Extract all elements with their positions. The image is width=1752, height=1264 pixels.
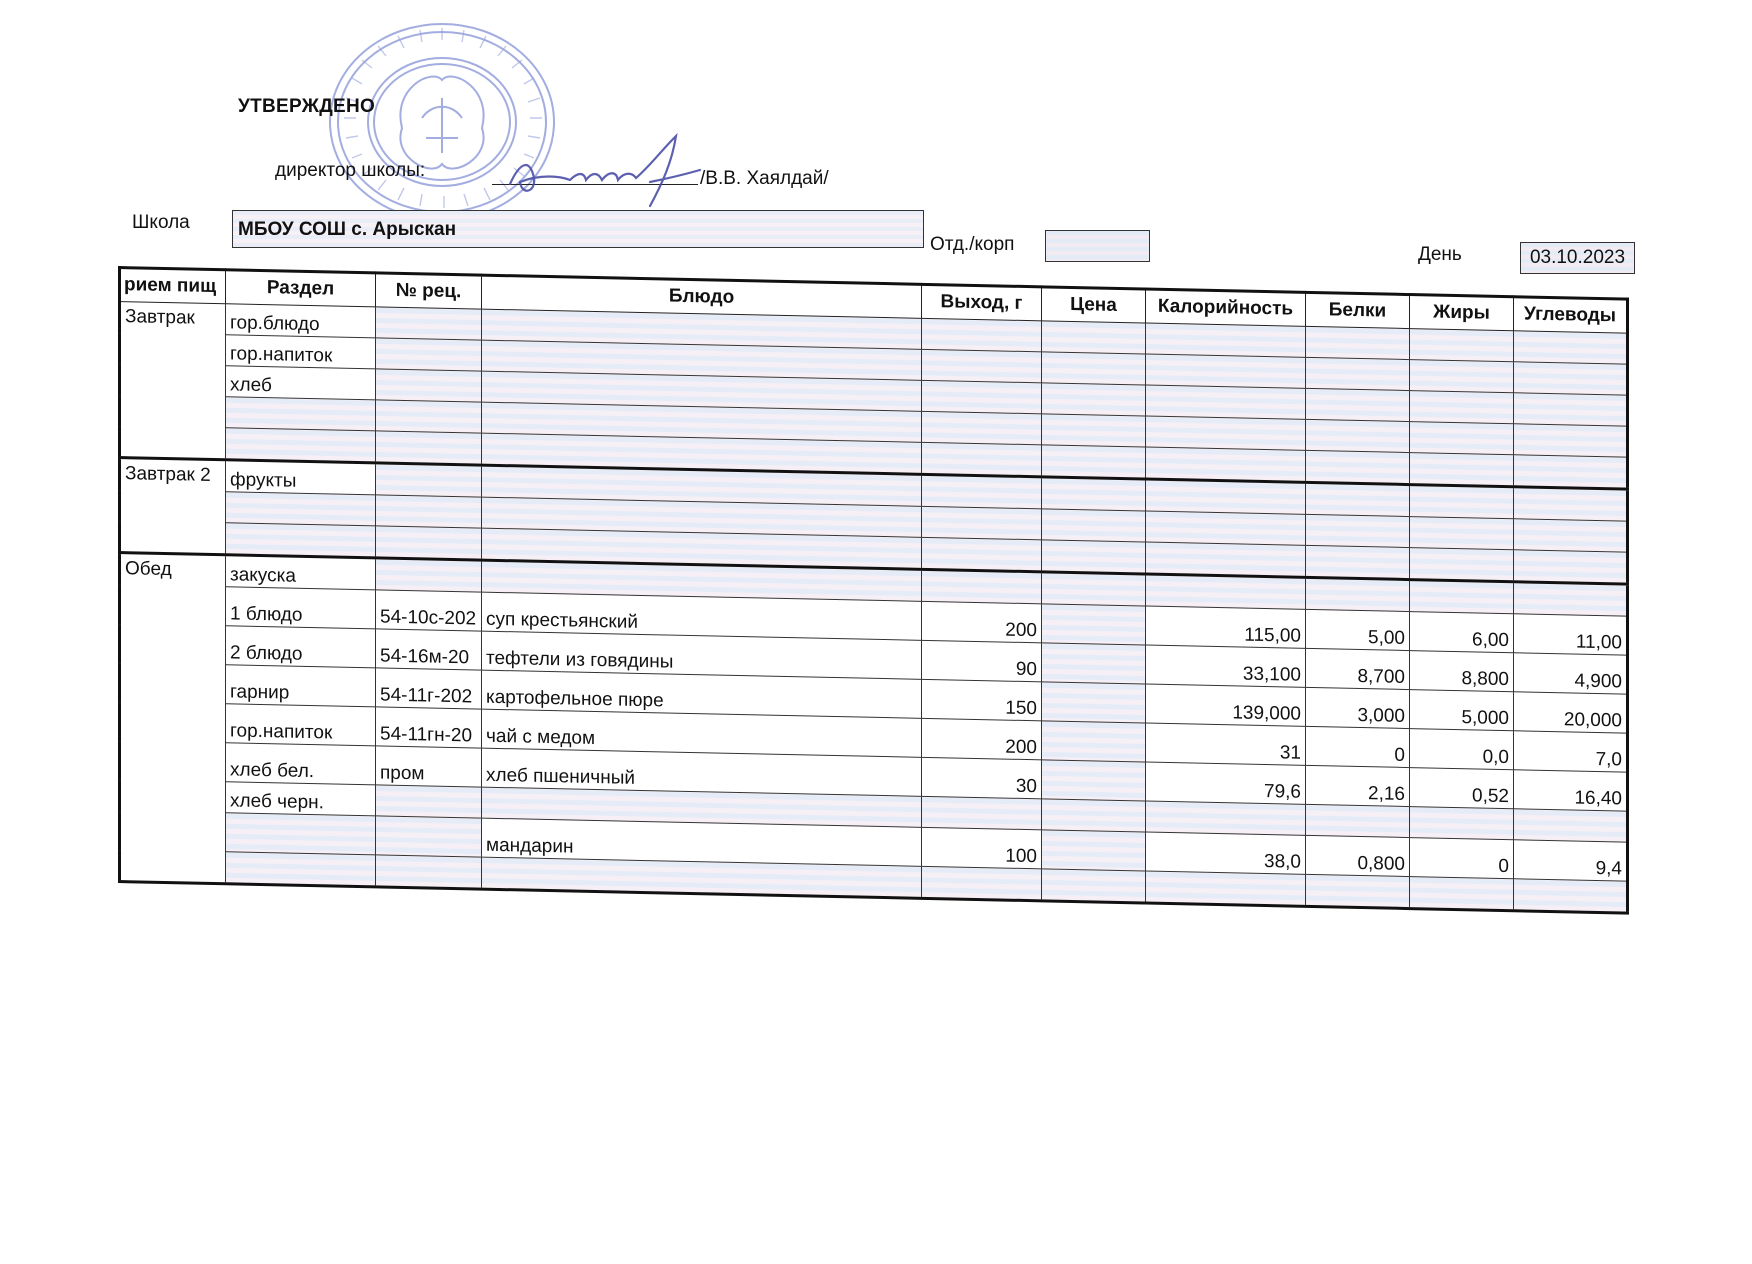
yield-cell <box>922 474 1042 509</box>
recipe-number-cell <box>376 558 482 592</box>
recipe-number-cell <box>376 463 482 497</box>
school-label: Школа <box>132 212 190 233</box>
protein-cell <box>1306 514 1410 547</box>
meal-name-cell: Завтрак 2 <box>120 458 226 555</box>
recipe-number-cell <box>376 400 482 433</box>
column-header: Жиры <box>1410 295 1514 331</box>
protein-cell <box>1306 388 1410 421</box>
carbs-cell <box>1514 582 1628 616</box>
carbs-cell <box>1514 487 1628 521</box>
column-header: Раздел <box>226 270 376 307</box>
yield-cell: 200 <box>922 601 1042 643</box>
price-cell <box>1042 799 1146 832</box>
column-header: Выход, г <box>922 284 1042 321</box>
fat-cell <box>1410 485 1514 519</box>
price-cell <box>1042 477 1146 511</box>
section-cell: гор.блюдо <box>226 304 376 338</box>
section-cell: 1 блюдо <box>226 587 376 629</box>
yield-cell <box>922 866 1042 901</box>
director-label: директор школы: <box>275 160 426 181</box>
price-cell <box>1042 760 1146 801</box>
carbs-cell: 4,900 <box>1514 653 1628 694</box>
fat-cell <box>1410 391 1514 424</box>
calories-cell <box>1146 416 1306 450</box>
calories-cell <box>1146 574 1306 609</box>
school-field: МБОУ СОШ с. Арыскан <box>232 210 924 248</box>
carbs-cell <box>1514 331 1628 364</box>
dish-cell: тефтели из говядины <box>482 631 922 679</box>
carbs-cell: 9,4 <box>1514 840 1628 881</box>
calories-cell: 31 <box>1146 723 1306 765</box>
column-header: № рец. <box>376 273 482 309</box>
calories-cell <box>1146 801 1306 835</box>
fat-cell <box>1410 517 1514 550</box>
section-cell: гор.напиток <box>226 335 376 369</box>
price-cell <box>1042 509 1146 542</box>
calories-cell <box>1146 385 1306 419</box>
carbs-cell: 20,000 <box>1514 692 1628 733</box>
column-header: Белки <box>1306 292 1410 328</box>
calories-cell <box>1146 323 1306 357</box>
section-cell: хлеб <box>226 366 376 400</box>
yield-cell: 100 <box>922 827 1042 869</box>
fat-cell <box>1410 453 1514 487</box>
protein-cell <box>1306 482 1410 516</box>
calories-cell <box>1146 871 1306 906</box>
recipe-number-cell: пром <box>376 746 482 787</box>
fat-cell <box>1410 580 1514 614</box>
price-cell <box>1042 869 1146 903</box>
carbs-cell <box>1514 809 1628 842</box>
protein-cell: 8,700 <box>1306 648 1410 689</box>
yield-cell: 90 <box>922 640 1042 682</box>
carbs-cell <box>1514 879 1628 913</box>
dish-cell: чай с медом <box>482 709 922 757</box>
yield-cell <box>922 442 1042 477</box>
section-cell <box>226 428 376 463</box>
director-name: /В.В. Хаялдай/ <box>700 168 829 189</box>
yield-cell: 200 <box>922 718 1042 760</box>
carbs-cell <box>1514 393 1628 426</box>
protein-cell <box>1306 419 1410 452</box>
calories-cell <box>1146 511 1306 545</box>
price-cell <box>1042 414 1146 447</box>
section-cell <box>226 523 376 558</box>
section-cell: гарнир <box>226 665 376 707</box>
dish-cell: мандарин <box>482 818 922 866</box>
protein-cell <box>1306 450 1410 484</box>
protein-cell <box>1306 357 1410 390</box>
price-cell <box>1042 352 1146 385</box>
recipe-number-cell <box>376 816 482 857</box>
fat-cell <box>1410 422 1514 455</box>
yield-cell <box>922 569 1042 604</box>
section-cell <box>226 397 376 431</box>
carbs-cell <box>1514 455 1628 489</box>
protein-cell <box>1306 577 1410 611</box>
price-cell <box>1042 445 1146 479</box>
dish-cell: картофельное пюре <box>482 670 922 718</box>
section-cell: хлеб черн. <box>226 782 376 816</box>
calories-cell <box>1146 542 1306 577</box>
section-cell: фрукты <box>226 460 376 495</box>
fat-cell: 0,52 <box>1410 768 1514 809</box>
menu-table-wrapper <box>118 266 1626 915</box>
recipe-number-cell <box>376 307 482 340</box>
price-cell <box>1042 540 1146 574</box>
protein-cell <box>1306 874 1410 908</box>
column-header: Цена <box>1042 287 1146 323</box>
carbs-cell: 11,00 <box>1514 614 1628 655</box>
section-cell <box>226 852 376 887</box>
fat-cell: 8,800 <box>1410 651 1514 692</box>
calories-cell <box>1146 447 1306 482</box>
calories-cell <box>1146 479 1306 514</box>
column-header: Калорийность <box>1146 289 1306 326</box>
yield-cell <box>922 380 1042 414</box>
price-cell <box>1042 321 1146 354</box>
approval-heading: УТВЕРЖДЕНО <box>238 96 376 117</box>
carbs-cell <box>1514 362 1628 395</box>
carbs-cell <box>1514 424 1628 457</box>
price-cell <box>1042 721 1146 762</box>
section-cell <box>226 813 376 855</box>
dish-cell: хлеб пшеничный <box>482 748 922 796</box>
carbs-cell <box>1514 519 1628 552</box>
recipe-number-cell <box>376 431 482 465</box>
price-cell <box>1042 682 1146 723</box>
carbs-cell <box>1514 550 1628 584</box>
calories-cell: 79,6 <box>1146 762 1306 804</box>
fat-cell <box>1410 360 1514 393</box>
recipe-number-cell <box>376 855 482 889</box>
price-cell <box>1042 572 1146 606</box>
protein-cell: 3,000 <box>1306 687 1410 728</box>
recipe-number-cell: 54-11г-202 <box>376 668 482 709</box>
calories-cell: 33,100 <box>1146 645 1306 687</box>
calories-cell: 139,000 <box>1146 684 1306 726</box>
menu-table <box>118 266 1629 915</box>
section-cell: закуска <box>226 555 376 590</box>
signature-icon <box>500 122 710 222</box>
section-cell: хлеб бел. <box>226 743 376 785</box>
fat-cell <box>1410 548 1514 582</box>
department-label: Отд./корп <box>930 234 1015 255</box>
calories-cell <box>1146 354 1306 388</box>
yield-cell <box>922 349 1042 383</box>
dish-cell: суп крестьянский <box>482 592 922 640</box>
price-cell <box>1042 643 1146 684</box>
column-header: Блюдо <box>482 275 922 318</box>
meal-name-cell: Завтрак <box>120 302 226 460</box>
protein-cell: 2,16 <box>1306 765 1410 806</box>
yield-cell: 30 <box>922 757 1042 799</box>
column-header: Углеводы <box>1514 297 1628 333</box>
calories-cell: 38,0 <box>1146 832 1306 874</box>
yield-cell: 150 <box>922 679 1042 721</box>
yield-cell <box>922 411 1042 445</box>
day-label: День <box>1418 244 1462 265</box>
carbs-cell: 7,0 <box>1514 731 1628 772</box>
fat-cell: 0,0 <box>1410 729 1514 770</box>
yield-cell <box>922 506 1042 540</box>
department-field <box>1045 230 1150 262</box>
yield-cell <box>922 318 1042 352</box>
recipe-number-cell <box>376 495 482 528</box>
menu-table-body <box>120 302 1628 914</box>
fat-cell <box>1410 807 1514 840</box>
yield-cell <box>922 796 1042 830</box>
fat-cell <box>1410 329 1514 362</box>
protein-cell <box>1306 545 1410 579</box>
day-field: 03.10.2023 <box>1520 242 1635 274</box>
recipe-number-cell <box>376 338 482 371</box>
recipe-number-cell: 54-11гн-20 <box>376 707 482 748</box>
recipe-number-cell <box>376 526 482 560</box>
recipe-number-cell: 54-10с-202 <box>376 590 482 631</box>
price-cell <box>1042 383 1146 416</box>
meal-name-cell: Обед <box>120 553 226 884</box>
fat-cell: 6,00 <box>1410 612 1514 653</box>
recipe-number-cell: 54-16м-20 <box>376 629 482 670</box>
column-header: рием пищ <box>120 268 226 304</box>
protein-cell: 5,00 <box>1306 609 1410 650</box>
recipe-number-cell <box>376 369 482 402</box>
section-cell: 2 блюдо <box>226 626 376 668</box>
carbs-cell: 16,40 <box>1514 770 1628 811</box>
price-cell <box>1042 604 1146 645</box>
fat-cell: 5,000 <box>1410 690 1514 731</box>
protein-cell: 0,800 <box>1306 835 1410 876</box>
protein-cell <box>1306 804 1410 837</box>
yield-cell <box>922 537 1042 572</box>
section-cell: гор.напиток <box>226 704 376 746</box>
recipe-number-cell <box>376 785 482 818</box>
calories-cell: 115,00 <box>1146 606 1306 648</box>
fat-cell <box>1410 877 1514 911</box>
fat-cell: 0 <box>1410 838 1514 879</box>
protein-cell <box>1306 326 1410 359</box>
protein-cell: 0 <box>1306 726 1410 767</box>
price-cell <box>1042 830 1146 871</box>
section-cell <box>226 492 376 526</box>
